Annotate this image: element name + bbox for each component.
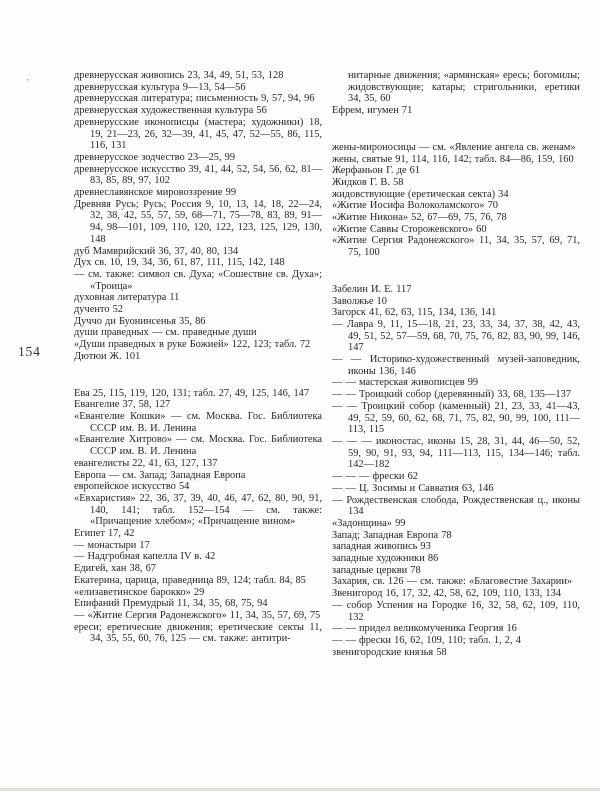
index-entry: — — придел великомученика Георгия 16 bbox=[332, 623, 517, 635]
index-group bbox=[74, 388, 322, 645]
index-entry: Екатерина, царица, праведница 89, 124; табл. 84, 85 bbox=[74, 574, 306, 586]
index-entry: древнеславянское мировоззрение 99 bbox=[74, 187, 237, 199]
index-entry: «Евангелие Кошки» — см. Москва. Гос. Библиотека СССР им. В. И. Ленина bbox=[74, 410, 322, 434]
index-entry: древнерусское зодчество 23—25, 99 bbox=[74, 151, 236, 163]
index-entry: евангелисты 22, 41, 63, 127, 137 bbox=[74, 457, 218, 469]
index-entry: европейское искусство 54 bbox=[74, 481, 190, 493]
index-entry: древнерусская литература; письменность 9, 57, 94, 96 bbox=[74, 93, 315, 105]
index-entry: «Житие Сергия Радонежского» 11, 34, 35, 57, 69, 71, 75, 100 bbox=[332, 235, 580, 259]
index-entry: Загорск 41, 62, 63, 115, 134, 136, 141 bbox=[332, 307, 497, 319]
index-entry: — — Историко-художественный музей-заповедник, иконы 136, 146 bbox=[332, 354, 580, 377]
index-group bbox=[332, 70, 580, 117]
index-entry: ереси; еретические движения; еретические секты 11, 34, 35, 55, 60, 76, 125 — см. также: антитри- bbox=[74, 621, 322, 645]
index-entry: древнерусская живопись 23, 34, 49, 51, 53, 128 bbox=[74, 70, 284, 81]
index-entry: — — Троицкий собор (каменный) 21, 23, 33, 41—43, 49, 52, 59, 60, 62, 68, 71, 75, 82, 90, 99, 100, 111—113, 115 bbox=[332, 400, 580, 436]
index-entry: Евангелие 37, 58, 127 bbox=[74, 399, 171, 411]
index-left-column bbox=[74, 70, 322, 645]
index-entry: — Лавра 9, 11, 15—18, 21, 23, 33, 34, 37, 38, 42, 43, 49, 51, 52, 57—59, 68, 70, 75, 76, 82, 83, 90, 99, 146, 147 bbox=[332, 318, 580, 354]
index-entry: Европа — см. Запад; Западная Европа bbox=[74, 469, 246, 481]
index-entry: звенигородские князья 58 bbox=[332, 646, 447, 658]
index-entry: Заволжье 10 bbox=[332, 295, 387, 307]
index-entry: — «Житие Сергия Радонежского» 11, 34, 35, 57, 69, 75 bbox=[74, 609, 321, 621]
index-entry: — собор Успения на Городке 16, 32, 58, 62, 109, 110, 132 bbox=[332, 599, 580, 623]
index-entry: Ефрем, игумен 71 bbox=[332, 105, 413, 117]
index-entry: — см. также: символ св. Духа; «Сошествие св. Духа»; «Троица» bbox=[74, 268, 322, 292]
index-entry: — — мастерская живописцев 99 bbox=[332, 377, 479, 389]
index-entry: нитарные движения; «армянская» ересь; богомилы; жидовствующие; катары; стригольники, еретики 34, 35, 60 bbox=[348, 70, 580, 105]
index-entry: «Евангелие Хитрово» — см. Москва. Гос. Библиотека СССР им. В. И. Ленина bbox=[74, 434, 322, 458]
index-entry: дуб Мамврийский 36, 37, 40, 80, 134 bbox=[74, 245, 239, 257]
index-entry: Дуччо ди Буонинсенья 35, 86 bbox=[74, 315, 206, 327]
index-entry: западные церкви 78 bbox=[332, 564, 421, 576]
index-entry: — Рождественская слобода, Рождественская ц., иконы 134 bbox=[332, 494, 580, 518]
index-entry: души праведных — см. праведные души bbox=[74, 327, 257, 339]
index-entry: жидовствующие (еретическая секта) 34 bbox=[332, 188, 509, 200]
index-entry: Египет 17, 42 bbox=[74, 528, 135, 540]
index-entry: жены, святые 91, 114, 116, 142; табл. 84—86, 159, 160 bbox=[332, 153, 574, 165]
index-entry: «елизаветинское барокко» 29 bbox=[74, 586, 205, 598]
index-entry: — — — фрески 62 bbox=[332, 471, 418, 483]
index-group bbox=[332, 142, 580, 259]
index-entry: — — Ц. Зосимы и Савватия 63, 146 bbox=[332, 482, 494, 494]
index-entry: Жерфаньон Г. де 61 bbox=[332, 165, 421, 177]
index-entry: «Евхаристия» 22, 36, 37, 39, 40, 46, 47, 62, 80, 90, 91, 140, 141; табл. 152—154 — см. также: «Причащение хлебом»; «Причащение вином» bbox=[74, 492, 322, 528]
index-entry: Дютюи Ж. 101 bbox=[74, 350, 141, 362]
index-entry: Звенигород 16, 17, 32, 42, 58, 62, 109, 110, 133, 134 bbox=[332, 588, 562, 600]
index-entry: «Житие Никона» 52, 67—69, 75, 76, 78 bbox=[332, 212, 507, 224]
index-group bbox=[74, 70, 322, 363]
index-entry: жены-мироносицы — см. «Явление ангела св. женам» bbox=[332, 141, 576, 153]
index-entry: древнерусское искусство 39, 41, 44, 52, 54, 56, 62, 81—83, 85, 89, 97, 102 bbox=[74, 163, 322, 187]
index-entry: западная живопись 93 bbox=[332, 541, 431, 553]
index-entry: дученто 52 bbox=[74, 304, 123, 316]
index-entry: Ева 25, 115, 119, 120, 131; табл. 27, 49, 125, 146, 147 bbox=[74, 387, 310, 399]
index-entry: «Житие Саввы Сторожевского» 60 bbox=[332, 223, 487, 235]
index-entry: — — фрески 16, 62, 109, 110; табл. 1, 2, 4 bbox=[332, 634, 521, 646]
page-number: 154 bbox=[18, 344, 41, 359]
index-entry: Дух св. 10, 19, 34, 36, 61, 87, 111, 115, 142, 148 bbox=[74, 257, 285, 269]
index-entry: Едигей, хан 38, 67 bbox=[74, 563, 156, 575]
index-entry: «Житие Иосифа Волоколамского» 70 bbox=[332, 200, 498, 212]
index-entry: — — Троицкий собор (деревянный) 33, 68, 135—137 bbox=[332, 389, 571, 401]
index-entry: древнерусская культура 9—13, 54—56 bbox=[74, 81, 246, 93]
index-entry: — — — иконостас, иконы 15, 28, 31, 44, 46—50, 52, 59, 90, 91, 93, 94, 111—113, 115, 134—146; табл. 142—182 bbox=[332, 435, 580, 471]
index-entry: «Задонщина» 99 bbox=[332, 517, 406, 529]
scan-artifact-mark: ʼ bbox=[26, 78, 30, 89]
index-entry: западные художники 86 bbox=[332, 553, 439, 565]
index-entry: — Надгробная капелла IV в. 42 bbox=[74, 551, 216, 563]
index-entry: Запад; Западная Европа 78 bbox=[332, 529, 452, 541]
index-entry: древнерусская художественная культура 56 bbox=[74, 105, 267, 117]
index-entry: — монастыри 17 bbox=[74, 539, 150, 551]
index-entry: Забелин И. Е. 117 bbox=[332, 283, 412, 295]
index-entry: Захария, св. 126 — см. также: «Благовестие Захарии» bbox=[332, 576, 573, 588]
index-entry: Жидков Г. В. 58 bbox=[332, 176, 404, 188]
index-entry: древнерусские иконописцы (мастера; художники) 18, 19, 21—23, 26, 32—39, 41, 45, 47, 52—55, 86, 115, 116, 131 bbox=[74, 116, 322, 152]
index-entry: «Души праведных в руке Божией» 122, 123; табл. 72 bbox=[74, 339, 311, 351]
index-right-column bbox=[332, 70, 580, 658]
index-entry: Древняя Русь; Русь; Россия 9, 10, 13, 14, 18, 22—24, 32, 38, 42, 55, 57, 59, 68—71, 75—78, 83, 89, 91—94, 98—101, 109, 110, 120, 122, 123, 125, 129, 130, 148 bbox=[74, 198, 322, 245]
index-entry: Епифаний Премудрый 11, 34, 35, 68, 75, 94 bbox=[74, 598, 268, 610]
index-group bbox=[332, 284, 580, 659]
index-entry: духовная литература 11 bbox=[74, 292, 180, 304]
